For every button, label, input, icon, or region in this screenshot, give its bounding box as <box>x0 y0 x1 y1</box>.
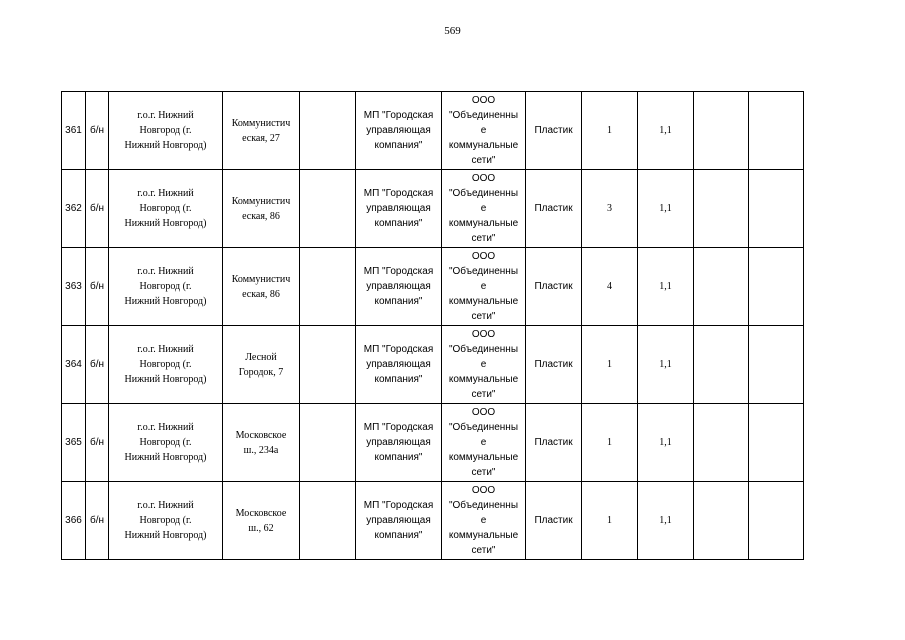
empty-cell <box>694 326 749 404</box>
address-cell <box>223 326 300 404</box>
empty-cell <box>300 92 356 170</box>
operator-line: сети" <box>471 545 496 556</box>
locality-line: Нижний Новгород) <box>124 218 207 229</box>
locality-line: г.о.г. Нижний <box>137 188 194 199</box>
locality-line: Нижний Новгород) <box>124 374 207 385</box>
address-cell <box>223 482 300 560</box>
owner-line: компания" <box>374 530 423 541</box>
locality-cell <box>109 404 223 482</box>
owner-line: МП "Городская <box>363 266 434 277</box>
operator-line: е <box>480 281 487 292</box>
locality-line: Новгород (г. <box>139 125 192 136</box>
address-line: еская, 86 <box>242 288 280 300</box>
owner-line: МП "Городская <box>363 344 434 355</box>
owner-cell <box>356 326 442 404</box>
address-line: Коммунистич <box>231 273 291 285</box>
owner-cell <box>356 170 442 248</box>
registry-number-cell: б/н <box>86 326 109 404</box>
empty-cell <box>749 326 804 404</box>
empty-cell <box>300 326 356 404</box>
operator-line: е <box>480 203 487 214</box>
material-cell: Пластик <box>526 170 582 248</box>
operator-line: ООО <box>471 251 496 262</box>
empty-cell <box>694 170 749 248</box>
container-volume-cell: 1,1 <box>638 404 694 482</box>
container-count-cell: 1 <box>582 326 638 404</box>
operator-line: ООО <box>471 95 496 106</box>
owner-line: компания" <box>374 218 423 229</box>
operator-cell <box>442 92 526 170</box>
owner-cell <box>356 404 442 482</box>
operator-line: сети" <box>471 467 496 478</box>
address-line: Лесной <box>245 351 277 363</box>
locality-line: г.о.г. Нижний <box>137 110 194 121</box>
address-line: Московское <box>235 507 287 519</box>
locality-line: Новгород (г. <box>139 203 192 214</box>
operator-line: коммунальные <box>448 452 519 463</box>
address-cell <box>223 404 300 482</box>
row-number-cell: 364 <box>62 326 86 404</box>
address-cell <box>223 170 300 248</box>
operator-line: ООО <box>471 173 496 184</box>
locality-cell <box>109 248 223 326</box>
operator-cell <box>442 326 526 404</box>
container-count-cell: 4 <box>582 248 638 326</box>
container-volume-cell: 1,1 <box>638 482 694 560</box>
operator-line: е <box>480 437 487 448</box>
operator-line: "Объединенны <box>448 344 519 355</box>
empty-cell <box>300 170 356 248</box>
owner-line: компания" <box>374 452 423 463</box>
owner-line: МП "Городская <box>363 110 434 121</box>
locality-line: г.о.г. Нижний <box>137 500 194 511</box>
address-line: Коммунистич <box>231 117 291 129</box>
operator-line: "Объединенны <box>448 188 519 199</box>
locality-line: г.о.г. Нижний <box>137 344 194 355</box>
empty-cell <box>694 92 749 170</box>
empty-cell <box>300 482 356 560</box>
address-line: еская, 86 <box>242 210 280 222</box>
owner-cell <box>356 248 442 326</box>
locality-cell <box>109 482 223 560</box>
address-line: ш., 234а <box>243 444 279 456</box>
container-volume-cell: 1,1 <box>638 92 694 170</box>
locality-line: Новгород (г. <box>139 281 192 292</box>
address-line: Московское <box>235 429 287 441</box>
row-number-cell: 362 <box>62 170 86 248</box>
owner-line: МП "Городская <box>363 188 434 199</box>
locality-line: Новгород (г. <box>139 515 192 526</box>
material-cell: Пластик <box>526 404 582 482</box>
operator-cell <box>442 482 526 560</box>
registry-number-cell: б/н <box>86 482 109 560</box>
operator-line: коммунальные <box>448 296 519 307</box>
operator-line: коммунальные <box>448 530 519 541</box>
container-count-cell: 1 <box>582 404 638 482</box>
address-line: Коммунистич <box>231 195 291 207</box>
locality-cell <box>109 326 223 404</box>
operator-line: сети" <box>471 311 496 322</box>
owner-line: МП "Городская <box>363 422 434 433</box>
registry-number-cell: б/н <box>86 170 109 248</box>
address-line: Городок, 7 <box>238 366 284 378</box>
container-count-cell: 3 <box>582 170 638 248</box>
registry-table <box>61 91 804 560</box>
empty-cell <box>694 482 749 560</box>
owner-line: управляющая <box>366 281 431 292</box>
operator-cell <box>442 170 526 248</box>
row-number-cell: 365 <box>62 404 86 482</box>
address-line: еская, 27 <box>242 132 280 144</box>
empty-cell <box>749 248 804 326</box>
container-volume-cell: 1,1 <box>638 326 694 404</box>
operator-line: ООО <box>471 407 496 418</box>
operator-line: е <box>480 125 487 136</box>
material-cell: Пластик <box>526 326 582 404</box>
table-row <box>62 92 804 170</box>
row-number-cell: 363 <box>62 248 86 326</box>
locality-line: Нижний Новгород) <box>124 452 207 463</box>
operator-line: "Объединенны <box>448 266 519 277</box>
locality-cell <box>109 170 223 248</box>
locality-line: г.о.г. Нижний <box>137 266 194 277</box>
operator-line: коммунальные <box>448 374 519 385</box>
empty-cell <box>749 92 804 170</box>
container-count-cell: 1 <box>582 92 638 170</box>
address-line: ш., 62 <box>248 522 274 534</box>
locality-cell <box>109 92 223 170</box>
empty-cell <box>694 404 749 482</box>
operator-cell <box>442 248 526 326</box>
operator-line: е <box>480 515 487 526</box>
owner-line: управляющая <box>366 203 431 214</box>
locality-line: Нижний Новгород) <box>124 530 207 541</box>
operator-line: сети" <box>471 233 496 244</box>
container-volume-cell: 1,1 <box>638 170 694 248</box>
locality-line: Новгород (г. <box>139 359 192 370</box>
owner-line: МП "Городская <box>363 500 434 511</box>
empty-cell <box>694 248 749 326</box>
material-cell: Пластик <box>526 248 582 326</box>
table-row <box>62 326 804 404</box>
table-row <box>62 404 804 482</box>
registry-number-cell: б/н <box>86 248 109 326</box>
operator-line: коммунальные <box>448 140 519 151</box>
row-number-cell: 366 <box>62 482 86 560</box>
owner-line: компания" <box>374 374 423 385</box>
operator-line: сети" <box>471 389 496 400</box>
owner-line: компания" <box>374 140 423 151</box>
operator-line: "Объединенны <box>448 500 519 511</box>
locality-line: Новгород (г. <box>139 437 192 448</box>
owner-cell <box>356 482 442 560</box>
operator-cell <box>442 404 526 482</box>
material-cell: Пластик <box>526 482 582 560</box>
locality-line: г.о.г. Нижний <box>137 422 194 433</box>
operator-line: "Объединенны <box>448 110 519 121</box>
empty-cell <box>749 170 804 248</box>
locality-line: Нижний Новгород) <box>124 296 207 307</box>
operator-line: е <box>480 359 487 370</box>
owner-line: управляющая <box>366 125 431 136</box>
row-number-cell: 361 <box>62 92 86 170</box>
operator-line: ООО <box>471 485 496 496</box>
page-number: 569 <box>444 25 461 37</box>
operator-line: коммунальные <box>448 218 519 229</box>
operator-line: ООО <box>471 329 496 340</box>
address-cell <box>223 248 300 326</box>
table-row <box>62 170 804 248</box>
owner-line: управляющая <box>366 437 431 448</box>
empty-cell <box>300 248 356 326</box>
owner-line: управляющая <box>366 359 431 370</box>
locality-line: Нижний Новгород) <box>124 140 207 151</box>
material-cell: Пластик <box>526 92 582 170</box>
container-count-cell: 1 <box>582 482 638 560</box>
table-row <box>62 248 804 326</box>
empty-cell <box>749 404 804 482</box>
registry-number-cell: б/н <box>86 404 109 482</box>
owner-line: компания" <box>374 296 423 307</box>
container-volume-cell: 1,1 <box>638 248 694 326</box>
operator-line: сети" <box>471 155 496 166</box>
empty-cell <box>749 482 804 560</box>
table-row <box>62 482 804 560</box>
empty-cell <box>300 404 356 482</box>
address-cell <box>223 92 300 170</box>
owner-cell <box>356 92 442 170</box>
operator-line: "Объединенны <box>448 422 519 433</box>
registry-number-cell: б/н <box>86 92 109 170</box>
registry-body <box>62 92 804 560</box>
owner-line: управляющая <box>366 515 431 526</box>
